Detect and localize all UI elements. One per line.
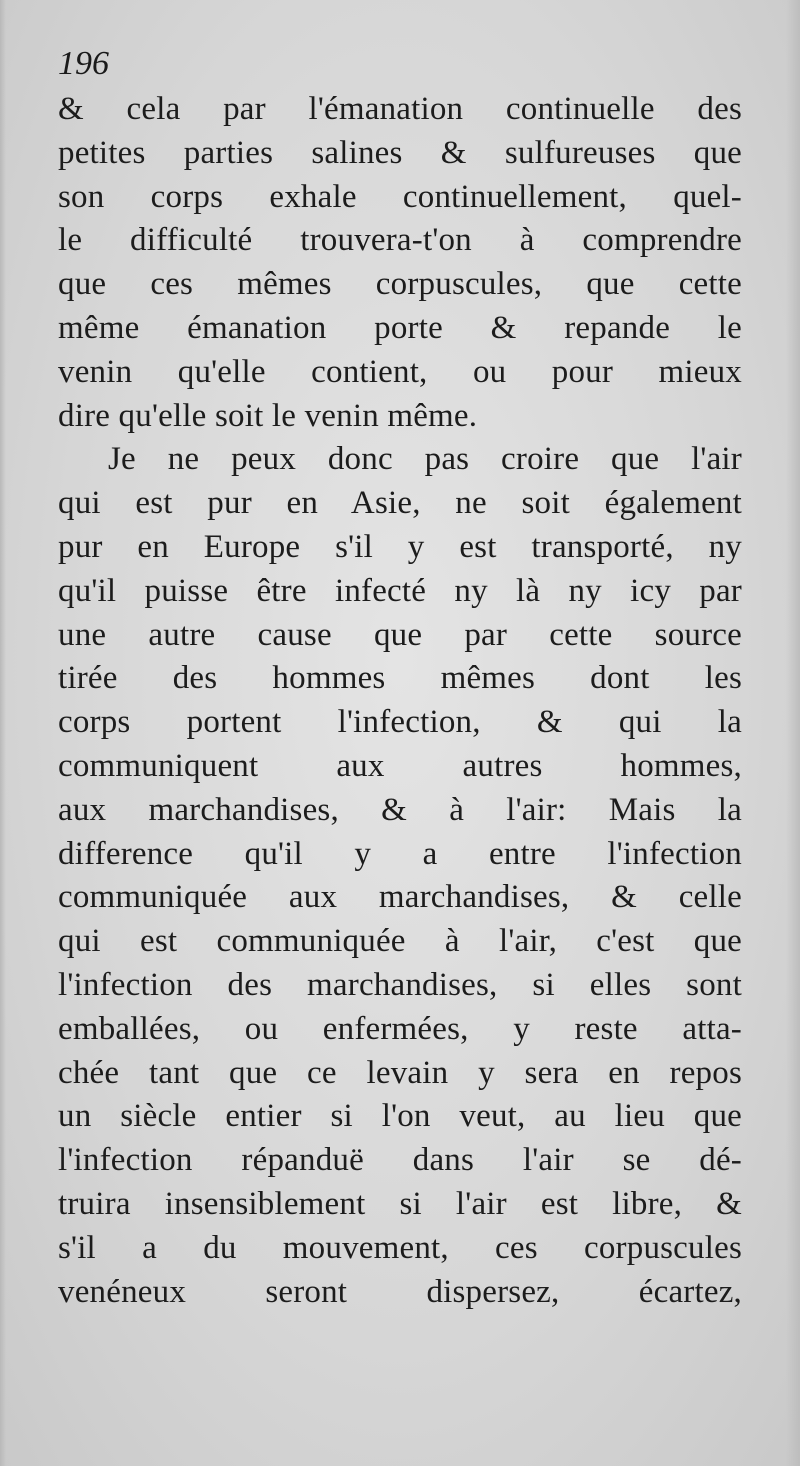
text-line: truira insensiblement si l'air est libre, & — [58, 1185, 742, 1222]
page-left-shadow — [0, 0, 6, 1466]
text-line: & cela par l'émanation continuelle des — [58, 91, 742, 127]
text-line: pur en Europe s'il y est transporté, ny — [58, 528, 742, 565]
page-right-shadow — [786, 0, 800, 1466]
text-line: le difficulté trouvera-t'on à comprendre — [58, 222, 742, 259]
body-text — [58, 88, 742, 1314]
text-line: qui est communiquée à l'air, c'est que — [58, 923, 742, 960]
paragraph-start-line: Je ne peux donc pas croire que l'air — [108, 441, 742, 478]
text-line: difference qu'il y a entre l'infection — [58, 835, 742, 872]
text-line: s'il a du mouvement, ces corpuscules — [58, 1229, 742, 1266]
text-line: même émanation porte & repande le — [58, 309, 742, 346]
text-line: l'infection des marchandises, si elles sont — [58, 966, 742, 1003]
text-line: communiquent aux autres hommes, — [58, 747, 742, 784]
text-line: que ces mêmes corpuscules, que cette — [58, 266, 742, 303]
page-number: 196 — [58, 45, 109, 82]
text-line: tirée des hommes mêmes dont les — [58, 660, 742, 697]
text-line: chée tant que ce levain y sera en repos — [58, 1054, 742, 1091]
text-line: communiquée aux marchandises, & celle — [58, 879, 742, 916]
text-line: corps portent l'infection, & qui la — [58, 704, 742, 741]
text-line: venéneux seront dispersez, écartez, — [58, 1273, 742, 1310]
text-line: aux marchandises, & à l'air: Mais la — [58, 791, 742, 828]
text-line: l'infection répanduë dans l'air se dé- — [58, 1142, 742, 1179]
text-line: son corps exhale continuellement, quel- — [58, 178, 742, 215]
text-line: qui est pur en Asie, ne soit également — [58, 485, 742, 522]
text-line: un siècle entier si l'on veut, au lieu que — [58, 1098, 742, 1135]
paragraph-end-line: dire qu'elle soit le venin même. — [58, 397, 478, 434]
text-line: qu'il puisse être infecté ny là ny icy par — [58, 572, 742, 609]
text-line: petites parties salines & sulfureuses que — [58, 134, 742, 171]
text-line: venin qu'elle contient, ou pour mieux — [58, 353, 742, 390]
text-line: une autre cause que par cette source — [58, 616, 742, 653]
text-line: emballées, ou enfermées, y reste atta- — [58, 1010, 742, 1047]
